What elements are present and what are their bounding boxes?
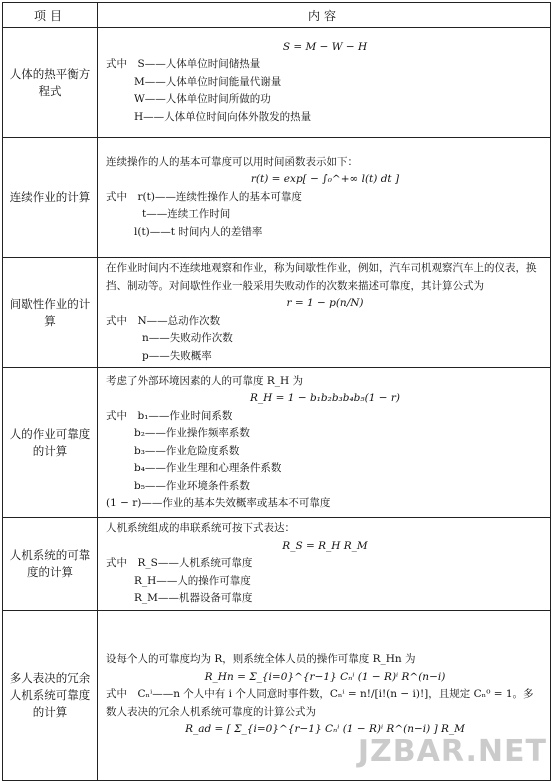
row-content: [98, 258, 551, 368]
content-line: S = M − W − H: [282, 40, 368, 53]
content-line: R_ad = [ Σ_{i=0}^{r−1} Cₙⁱ (1 − R)ⁱ R^(n−i) ] R_M: [185, 723, 465, 736]
content-line: R_H = 1 − b₁b₂b₃b₄b₅(1 − r): [250, 392, 400, 404]
table-row: [3, 368, 551, 518]
content-line: l(t)——t 时间内人的差错率: [134, 225, 263, 238]
watermark: JZBAR.NET: [357, 734, 547, 769]
content-line: 在作业时间内不连续地观察和作业，称为间歇性作业，例如，汽车司机观察汽车上的仪表，换挡、制动等。对间歇性作业一般采用失败动作的次数来描述可靠度，其计算公式为: [106, 262, 537, 292]
content-line: b₄——作业生理和心理条件系数: [134, 462, 282, 474]
table-row: [3, 258, 551, 368]
content-line: 式中 N——总动作次数: [106, 314, 221, 327]
row-content: [98, 368, 551, 518]
content-line: R_S = R_H R_M: [282, 539, 368, 552]
header-item: 项目: [3, 3, 98, 28]
row-item-label: 多人表决的冗余人机系统可靠度的计算: [3, 610, 98, 780]
content-line: p——失败概率: [142, 349, 212, 362]
content-line: 考虑了外部环境因素的人的可靠度 R_H 为: [106, 374, 303, 387]
content-line: b₃——作业危险度系数: [134, 444, 240, 457]
table-row: [3, 518, 551, 611]
content-line: r = 1 − p(n/N): [286, 297, 364, 309]
content-line: 式中 b₁——作业时间系数: [106, 409, 233, 422]
row-item-label: 间歇性作业的计算: [3, 258, 98, 368]
table-row: [3, 28, 551, 138]
content-line: R_Hn = Σ_{i=0}^{r−1} Cₙⁱ (1 − R)ⁱ R^(n−i): [204, 670, 446, 683]
row-item-label: 人的作业可靠度的计算: [3, 368, 98, 518]
content-line: R_H——人的操作可靠度: [134, 574, 251, 587]
table-body: [3, 28, 551, 781]
content-line: W——人体单位时间所做的功: [134, 93, 271, 106]
content-line: 式中 Cₙⁱ——n 个人中有 i 个人同意时事件数，Cₙⁱ = n!/[i!(n − i)!]，且规定 Cₙ⁰ = 1。多数人表决的冗余人机系统可靠度的计算公式为: [106, 688, 534, 718]
content-line: 人机系统组成的串联系统可按下式表达：: [106, 522, 295, 534]
row-item-label: 人机系统的可靠度的计算: [3, 518, 98, 611]
content-line: b₂——作业操作频率系数: [134, 427, 250, 439]
content-line: R_M——机器设备可靠度: [134, 592, 253, 604]
content-line: t——连续工作时间: [142, 208, 231, 221]
content-line: 连续操作的人的基本可靠度可以用时间函数表示如下：: [106, 155, 358, 168]
table-header-row: [3, 3, 551, 28]
content-line: 式中 R_S——人机系统可靠度: [106, 557, 253, 569]
content-line: 式中 S——人体单位时间储热量: [106, 58, 261, 71]
content-line: (1 − r)——作业的基本失效概率或基本不可靠度: [106, 497, 331, 509]
formula-table: [2, 2, 551, 781]
content-line: 式中 r(t)——连续性操作人的基本可靠度: [106, 190, 302, 203]
content-line: 设每个人的可靠度均为 R，则系统全体人员的操作可靠度 R_Hn 为: [106, 653, 416, 666]
header-content: 内容: [98, 3, 551, 28]
content-line: n——失败动作次数: [142, 332, 233, 344]
row-item-label: 人体的热平衡方程式: [3, 28, 98, 138]
row-item-label: 连续作业的计算: [3, 138, 98, 258]
content-line: H——人体单位时间向体外散发的热量: [134, 110, 312, 123]
row-content: [98, 28, 551, 138]
row-content: [98, 518, 551, 611]
content-line: r(t) = exp[ − ∫₀^+∞ l(t) dt ]: [250, 173, 400, 186]
content-line: M——人体单位时间能量代谢量: [134, 75, 282, 88]
row-content: [98, 138, 551, 258]
table-row: [3, 138, 551, 258]
content-line: b₅——作业环境条件系数: [134, 479, 250, 492]
